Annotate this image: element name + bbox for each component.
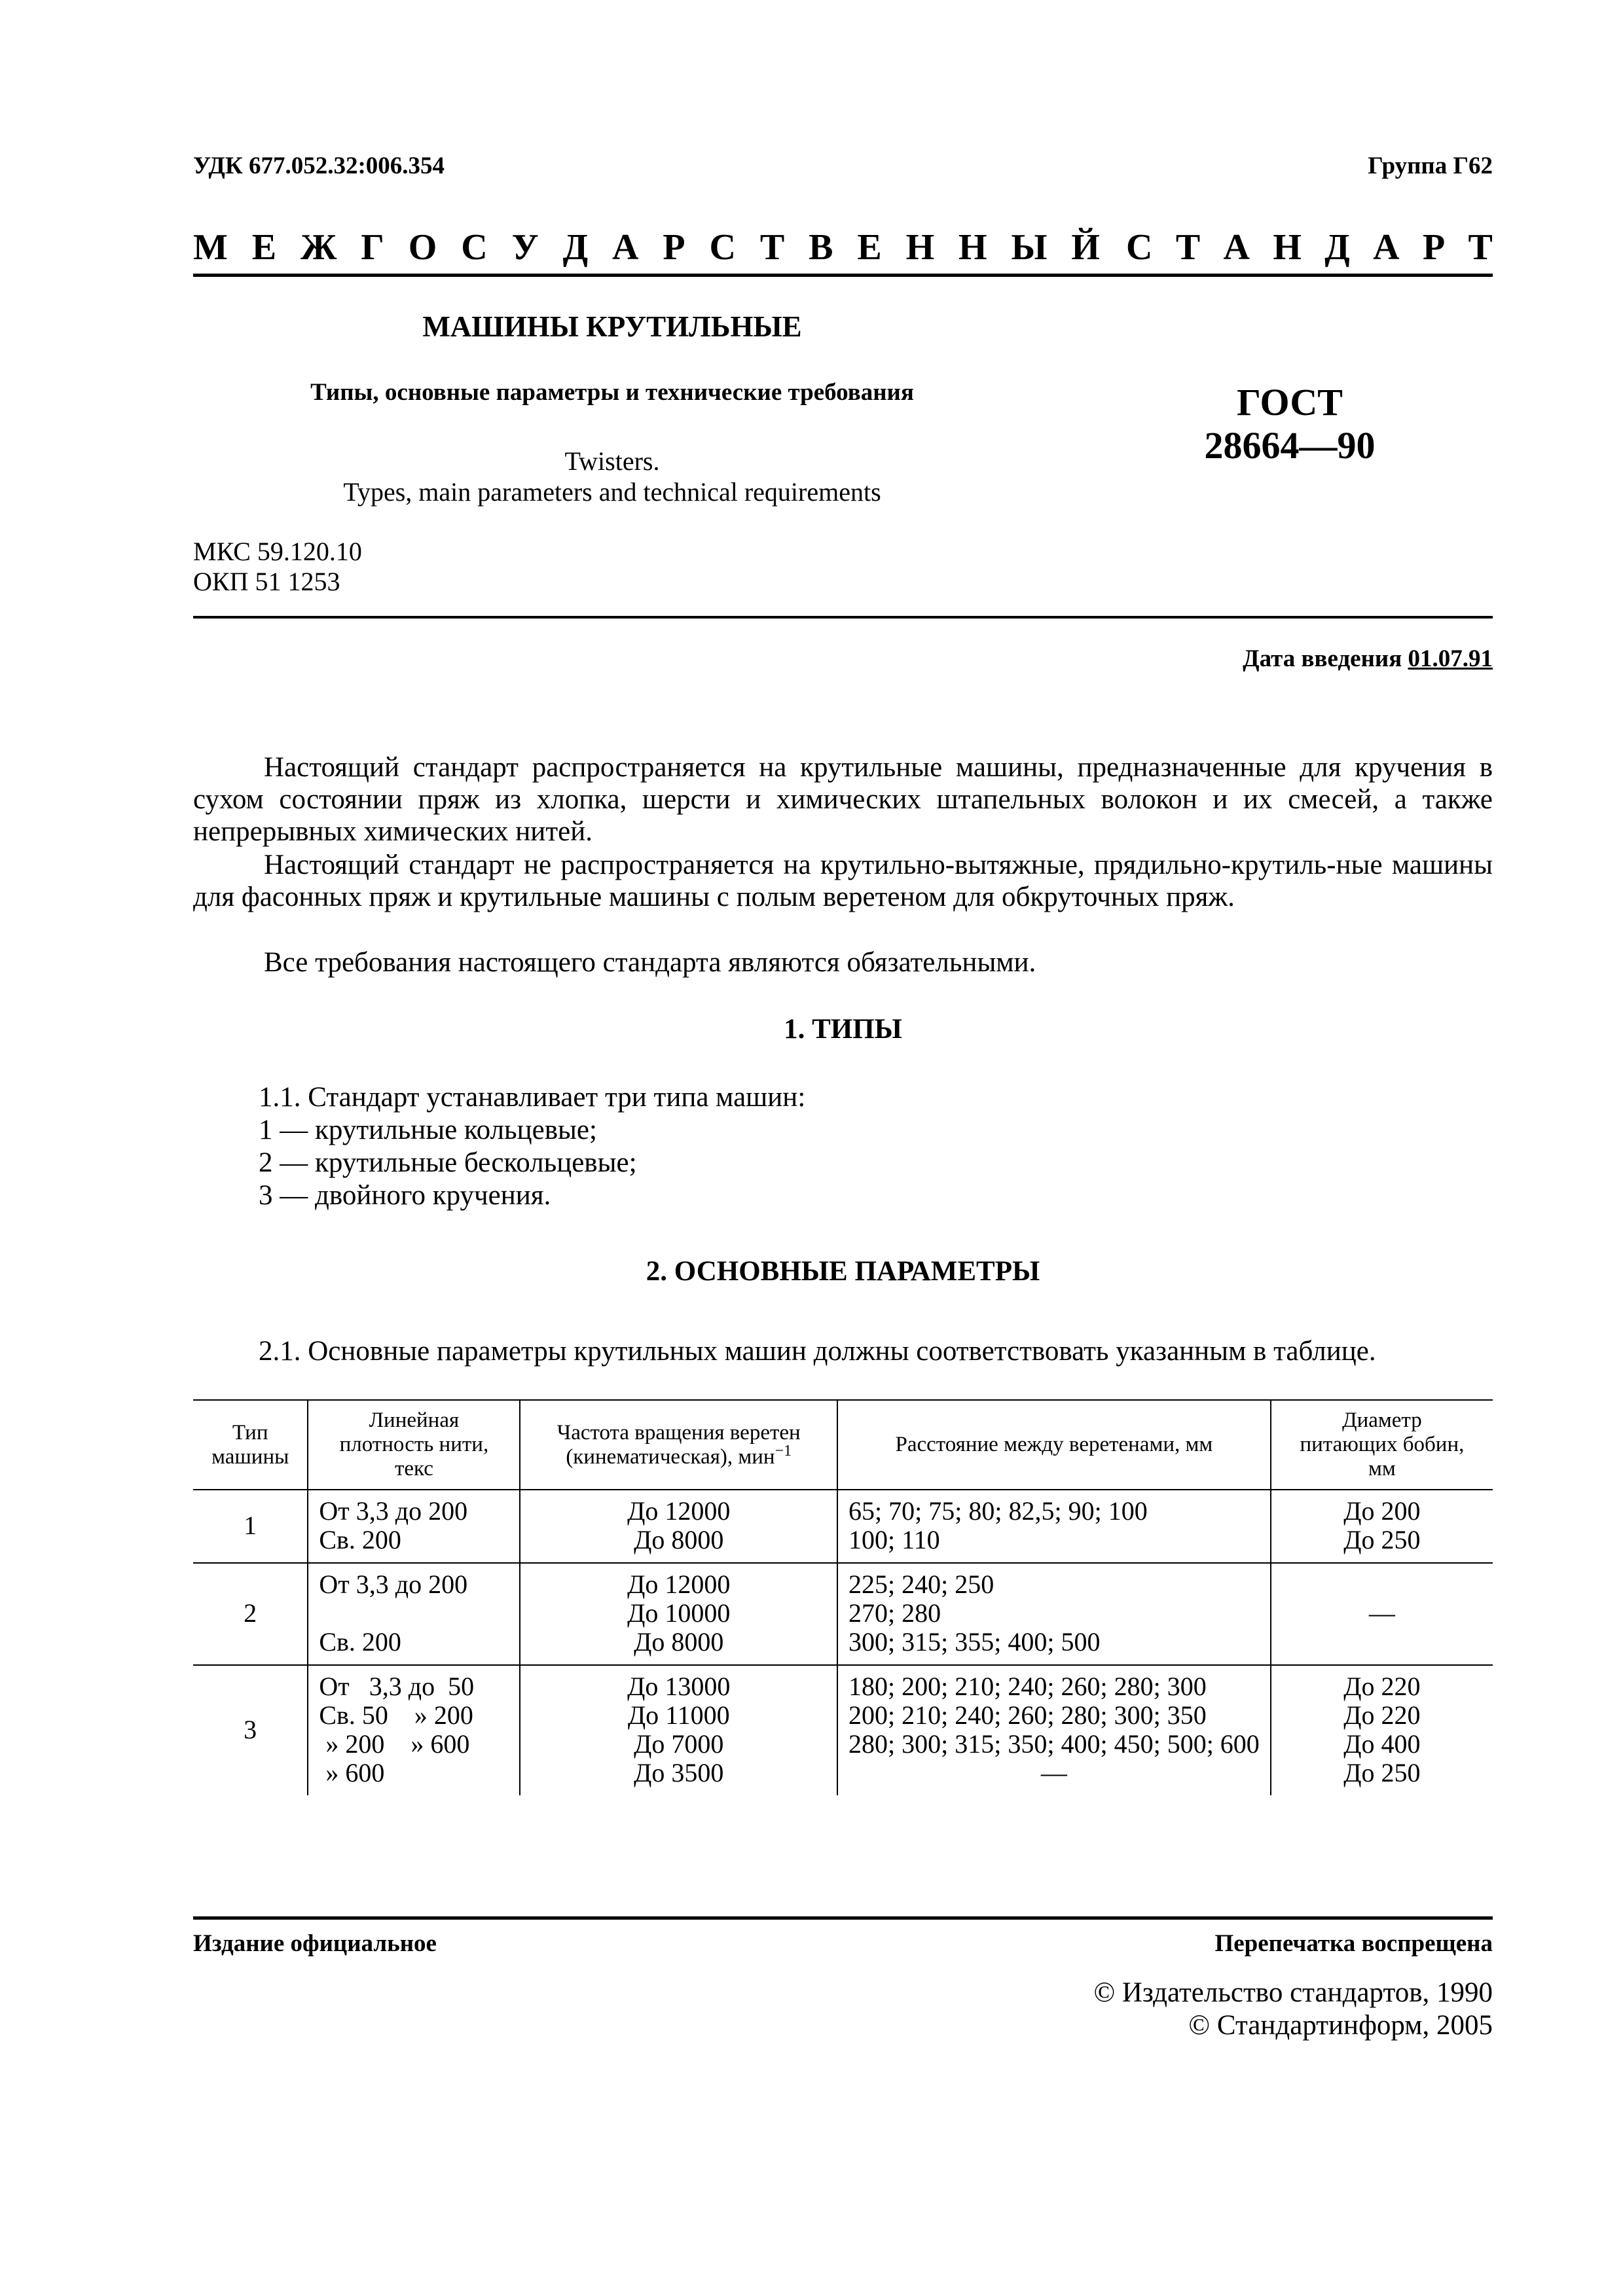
intro-date-label: Дата введения — [1243, 645, 1402, 672]
intro-date-value: 01.07.91 — [1408, 645, 1493, 672]
header-line: Расстояние между веретенами, мм — [895, 1433, 1213, 1456]
cell-spindle-speed — [520, 1563, 837, 1665]
cell-line: До 250 — [1343, 1758, 1421, 1787]
banner-letter: В — [809, 227, 833, 268]
header-bobbin-diameter — [1271, 1400, 1493, 1490]
copyright-1990: © Издательство стандартов, 1990 — [1093, 1977, 1493, 2008]
cell-line — [1282, 1570, 1482, 1599]
cell-line: До 200 — [1343, 1496, 1421, 1526]
intro-date — [1243, 645, 1493, 673]
cell-line: — — [1368, 1598, 1395, 1628]
cell-line: От 3,3 до 200 — [319, 1496, 468, 1526]
classification-codes — [193, 537, 362, 597]
cell-line: 65; 70; 75; 80; 82,5; 90; 100 — [848, 1496, 1148, 1526]
codes-rule — [193, 616, 1493, 619]
official-edition: Издание официальное — [193, 1930, 437, 1957]
banner-letter: А — [1223, 227, 1250, 268]
header-linear-density — [308, 1400, 520, 1490]
gost-label: ГОСТ — [1237, 381, 1343, 423]
cell-line: До 220 — [1343, 1700, 1421, 1730]
cell-spindle-spacing — [837, 1563, 1271, 1665]
banner-letter: Д — [562, 227, 589, 268]
table-header-row — [193, 1400, 1493, 1490]
intro-paragraph-2: Настоящий стандарт не распространяется на крутильно-вытяжные, прядильно-крутиль-ные машины для фасонных пряж и крутильные машины с полым веретеном для обкруточных пряж. — [193, 850, 1493, 912]
header-line: Линейная — [369, 1408, 460, 1432]
section-1-line: 3 — двойного кручения. — [259, 1180, 551, 1211]
cell-line: — — [1040, 1758, 1067, 1787]
banner-letter: Т — [1468, 227, 1493, 268]
banner-letter: Т — [759, 227, 785, 268]
cell-line: До 13000 — [627, 1672, 731, 1701]
table-row — [193, 1490, 1493, 1563]
table-row — [193, 1665, 1493, 1795]
banner-letter: А — [612, 227, 639, 268]
reprint-notice: Перепечатка воспрещена — [1214, 1930, 1493, 1957]
cell-spindle-spacing — [837, 1490, 1271, 1563]
header-line: текс — [394, 1457, 433, 1480]
header-line: машины — [211, 1444, 289, 1469]
cell-line: 270; 280 — [848, 1598, 941, 1628]
banner-letter: У — [511, 227, 539, 268]
cell-line: От 3,3 до 200 — [319, 1570, 468, 1599]
cell-line: До 7000 — [634, 1729, 724, 1759]
cell-spindle-speed — [520, 1490, 837, 1563]
doc-title-en-2: Types, main parameters and technical requirements — [343, 477, 881, 507]
standard-banner — [193, 226, 1493, 269]
header-line: Тип — [232, 1420, 268, 1444]
cell-spindle-spacing — [837, 1665, 1271, 1795]
cell-line: До 10000 — [627, 1598, 731, 1628]
header-machine-type — [193, 1400, 308, 1490]
cell-line: 200; 210; 240; 260; 280; 300; 350 — [848, 1700, 1207, 1730]
banner-word-1 — [193, 226, 1100, 269]
banner-letter: Ы — [1011, 227, 1048, 268]
header-line: Частота вращения веретен — [556, 1420, 801, 1444]
copyright-block — [1093, 1977, 1493, 2042]
banner-letter: Т — [1175, 227, 1201, 268]
cell-line: 280; 300; 315; 350; 400; 450; 500; 600 — [848, 1729, 1260, 1759]
okp-code: ОКП 51 1253 — [193, 567, 340, 596]
header-line: питающих бобин, — [1300, 1433, 1465, 1456]
cell-line: До 12000 — [627, 1570, 731, 1599]
cell-line: До 250 — [1343, 1525, 1421, 1554]
banner-letter: Н — [905, 227, 935, 268]
banner-letter: Н — [958, 227, 987, 268]
banner-letter: С — [1126, 227, 1153, 268]
banner-letter: А — [1373, 227, 1400, 268]
cell-spindle-speed — [520, 1665, 837, 1795]
cell-line: До 220 — [1343, 1672, 1421, 1701]
cell-machine-type: 3 — [244, 1715, 257, 1744]
intro-paragraph-3: Все требования настоящего стандарта являются обязательными. — [264, 947, 1036, 978]
cell-bobbin-diameter — [1271, 1563, 1493, 1665]
cell-line: Св. 200 — [319, 1525, 401, 1554]
cell-line — [1282, 1628, 1482, 1657]
parameters-table — [193, 1399, 1493, 1795]
unit-exponent: −1 — [775, 1442, 792, 1460]
gost-number — [1152, 381, 1427, 467]
cell-line: От 3,3 до 50 — [319, 1672, 475, 1701]
section-1-line: 1 — крутильные кольцевые; — [259, 1115, 597, 1145]
banner-letter: О — [408, 227, 437, 268]
banner-letter: Е — [251, 227, 277, 268]
cell-line: До 8000 — [634, 1525, 724, 1554]
header-line: мм — [1368, 1457, 1396, 1480]
banner-word-2 — [1126, 226, 1493, 269]
group-code: Группа Г62 — [1368, 152, 1493, 179]
table-row — [193, 1563, 1493, 1665]
section-1-line: 1.1. Стандарт устанавливает три типа машин: — [259, 1082, 806, 1113]
header-line: плотность нити, — [339, 1433, 489, 1456]
cell-line — [319, 1599, 509, 1628]
section-1-list — [259, 1081, 805, 1212]
cell-line: 180; 200; 210; 240; 260; 280; 300 — [848, 1672, 1207, 1701]
cell-machine-type: 1 — [193, 1490, 308, 1563]
banner-letter: М — [193, 227, 228, 268]
banner-letter: Г — [361, 227, 384, 268]
cell-line: До 11000 — [627, 1700, 730, 1730]
cell-line: До 400 — [1343, 1729, 1421, 1759]
doc-subtitle: Типы, основные параметры и технические требования — [310, 379, 914, 406]
gost-id: 28664—90 — [1204, 424, 1376, 467]
header-line: (кинематическая), мин$^{-1}$ — [566, 1442, 792, 1469]
copyright-2005: © Стандартинформ, 2005 — [1188, 2010, 1493, 2041]
cell-line: 225; 240; 250 — [848, 1570, 994, 1599]
cell-line: Св. 50 » 200 — [319, 1700, 473, 1730]
cell-linear-density — [308, 1563, 520, 1665]
header-spindle-speed — [520, 1400, 837, 1490]
cell-line: До 3500 — [634, 1758, 724, 1787]
footer-rule — [193, 1916, 1493, 1920]
header-line: Диаметр — [1342, 1408, 1422, 1432]
cell-line: » 600 — [319, 1758, 385, 1787]
intro-paragraph-1: Настоящий стандарт распространяется на крутильные машины, предназначенные для кручения в сухом состоянии пряж из хлопка, шерсти и химических штапельных волокон и их смесей, а также непрерывных химических нитей. — [193, 752, 1493, 847]
cell-line: 300; 315; 355; 400; 500 — [848, 1627, 1101, 1657]
section-2-heading: 2. ОСНОВНЫЕ ПАРАМЕТРЫ — [646, 1256, 1040, 1287]
udk-code: УДК 677.052.32:006.354 — [193, 152, 445, 179]
cell-line: До 12000 — [627, 1496, 731, 1526]
banner-letter: Р — [663, 227, 685, 268]
section-1-heading: 1. ТИПЫ — [784, 1014, 902, 1045]
cell-line: » 200 » 600 — [319, 1729, 470, 1759]
banner-letter: Е — [857, 227, 882, 268]
banner-letter: Р — [1422, 227, 1446, 268]
doc-title: МАШИНЫ КРУТИЛЬНЫЕ — [422, 310, 802, 343]
section-1-line: 2 — крутильные бескольцевые; — [259, 1147, 637, 1178]
banner-letter: Ж — [301, 227, 337, 268]
cell-line: 100; 110 — [848, 1525, 940, 1554]
cell-bobbin-diameter — [1271, 1665, 1493, 1795]
cell-line: До 8000 — [634, 1627, 724, 1657]
banner-letter: Д — [1324, 227, 1350, 268]
banner-letter: Н — [1273, 227, 1302, 268]
mks-code: МКС 59.120.10 — [193, 537, 362, 566]
cell-linear-density — [308, 1665, 520, 1795]
header-spindle-spacing — [837, 1400, 1271, 1490]
section-2-paragraph: 2.1. Основные параметры крутильных машин должны соответствовать указанным в таблице. — [259, 1336, 1376, 1367]
banner-letter: С — [461, 227, 488, 268]
top-rule — [193, 274, 1493, 277]
cell-linear-density — [308, 1490, 520, 1563]
banner-letter: Й — [1071, 227, 1100, 268]
cell-bobbin-diameter — [1271, 1490, 1493, 1563]
doc-title-en-1: Twisters. — [564, 446, 660, 476]
cell-line: Св. 200 — [319, 1627, 401, 1657]
cell-machine-type: 2 — [193, 1563, 308, 1665]
banner-letter: С — [709, 227, 736, 268]
